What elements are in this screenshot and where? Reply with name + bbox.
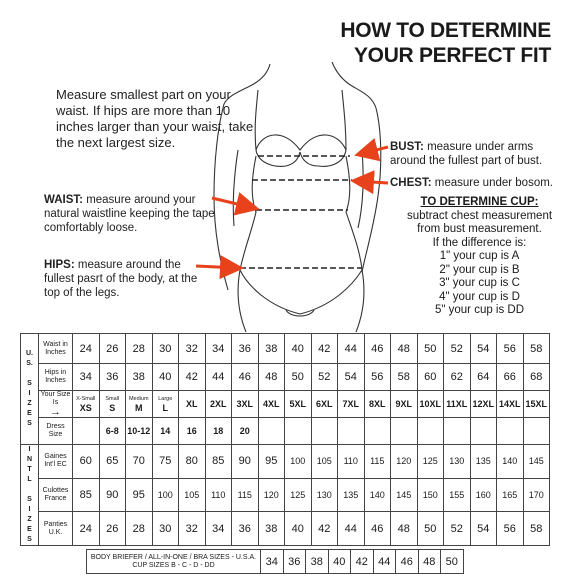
table-cell: 38 [258,334,285,364]
table-cell: 7XL [338,391,365,418]
table-cell: 28 [126,334,153,364]
table-cell: 100 [152,478,179,512]
table-cell: 10-12 [126,418,153,445]
table-cell: 135 [470,445,497,479]
table-cell: 52 [311,364,338,391]
table-cell: 8XL [364,391,391,418]
table-cell [391,418,418,445]
table-cell: 26 [99,512,126,546]
table-cell: 105 [179,478,206,512]
row-label: Culottes France [39,478,73,512]
measure-lines [240,156,362,268]
table-cell: 34 [261,550,284,574]
table-cell: 170 [523,478,550,512]
table-cell: 56 [364,364,391,391]
table-row-bra [87,550,464,574]
table-cell: 44 [373,550,396,574]
table-cell: 130 [311,478,338,512]
table-cell: 52 [444,334,471,364]
table-cell: 80 [179,445,206,479]
table-cell [470,418,497,445]
table-cell: 145 [523,445,550,479]
table-cell: 66 [497,364,524,391]
table-cell: 15XL [523,391,550,418]
intro-text: Measure smallest part on your waist. If hips are more than 10 inches larger than your waist, take the next largest size. [56,87,254,150]
table-cell: 60 [417,364,444,391]
table-cell: 105 [311,445,338,479]
table-cell: 70 [126,445,153,479]
table-cell [99,391,126,418]
table-cell: 14XL [497,391,524,418]
size-code: M [135,402,143,413]
table-cell: 44 [338,334,365,364]
row-label: Gaines Int'l EC [39,445,73,479]
cup-line: 5" your cup is DD [434,304,525,316]
table-cell: 14 [152,418,179,445]
arrow-right-icon: → [50,406,61,418]
table-cell: 52 [444,512,471,546]
table-cell: 58 [391,364,418,391]
table-cell: 56 [497,334,524,364]
table-cell: 36 [232,334,259,364]
table-cell: 85 [73,478,100,512]
table-cell: 46 [232,364,259,391]
table-cell: 32 [179,512,206,546]
table-cell: 130 [444,445,471,479]
row-label: Waist in Inches [39,334,73,364]
size-sublabel: Small [105,395,120,402]
chest-arrow [356,181,388,183]
table-cell: 125 [417,445,444,479]
table-cell: 4XL [258,391,285,418]
table-cell: 150 [417,478,444,512]
table-cell: 115 [364,445,391,479]
table-cell [497,418,524,445]
cup-line: 4" your cup is D [439,290,520,303]
table-row-gaines [21,445,550,479]
table-cell: 85 [205,445,232,479]
table-cell: 100 [285,445,312,479]
table-cell: 40 [285,512,312,546]
waist-text: measure around your natural waistline keeping the tape comfortably loose. [44,194,215,234]
table-cell: 2XL [205,391,232,418]
table-cell: 34 [73,364,100,391]
table-cell [311,418,338,445]
title-line-2: YOUR PERFECT FIT [353,44,551,67]
table-cell: 46 [364,512,391,546]
cup-line: 1" your cup is A [439,250,520,262]
table-cell: 120 [258,478,285,512]
hips-label: HIPS: [44,259,75,271]
table-cell [258,418,285,445]
bra-size-label [87,550,261,574]
table-cell: 44 [338,512,365,546]
size-sublabel: Medium [128,395,149,402]
size-code: XS [79,402,92,413]
table-cell: 30 [152,512,179,546]
group-label-intl: I N T L S I Z E S [21,445,39,546]
size-sublabel: X-Small [76,395,96,402]
size-chart-table [20,333,550,546]
table-cell [444,418,471,445]
table-cell: 115 [232,478,259,512]
bust-label: BUST: [390,141,424,153]
bust-arrow [360,147,388,154]
table-cell: 3XL [232,391,259,418]
cup-line: subtract chest measurement [406,209,553,222]
table-cell [73,391,100,418]
table-cell [523,418,550,445]
table-cell: 46 [364,334,391,364]
table-cell: 48 [418,550,441,574]
table-cell: 62 [444,364,471,391]
table-cell: 65 [99,445,126,479]
table-cell: 58 [523,334,550,364]
table-cell: 48 [391,334,418,364]
table-cell: 58 [523,512,550,546]
table-cell: 18 [205,418,232,445]
table-cell: 54 [470,512,497,546]
table-cell: 95 [126,478,153,512]
bra-label-line-1: BODY BRIEFER / ALL-IN-ONE / BRA SIZES - U.S.A. [90,553,257,561]
table-cell [364,418,391,445]
row-label-your-size [39,391,73,418]
cup-heading: TO DETERMINE CUP: [420,196,539,208]
table-cell: 50 [417,334,444,364]
table-cell: 30 [152,334,179,364]
table-cell: 50 [285,364,312,391]
table-cell: 110 [205,478,232,512]
table-cell: 6XL [311,391,338,418]
table-cell: 54 [338,364,365,391]
table-cell: 60 [73,445,100,479]
table-cell: 50 [441,550,464,574]
table-cell: 20 [232,418,259,445]
table-cell: 36 [99,364,126,391]
table-cell: 36 [232,512,259,546]
table-cell: 48 [391,512,418,546]
waist-label: WAIST: [44,194,83,206]
table-cell: 46 [396,550,419,574]
table-cell: 38 [126,364,153,391]
bust-text: measure under arms around the fullest part of bust. [390,141,543,167]
table-row-waist [21,334,550,364]
title-line-1: HOW TO DETERMINE [340,19,551,42]
table-cell: 40 [285,334,312,364]
table-cell [417,418,444,445]
hips-text: measure around the fullest pasrt of the body, at the top of the legs. [44,259,198,299]
table-cell: 9XL [391,391,418,418]
table-cell: 34 [205,512,232,546]
table-cell: 68 [523,364,550,391]
table-cell: 54 [470,334,497,364]
table-cell: 135 [338,478,365,512]
table-cell: XL [179,391,206,418]
table-row-hips [21,364,550,391]
table-cell: 16 [179,418,206,445]
table-cell: 140 [497,445,524,479]
bra-size-table [86,549,464,574]
table-cell: 38 [306,550,329,574]
table-cell: 40 [328,550,351,574]
row-label: Dress Size [39,418,73,445]
table-cell [285,418,312,445]
table-cell: 34 [205,334,232,364]
group-label-us: U. S. S I Z E S [21,334,39,445]
table-row-panties [21,512,550,546]
hips-arrow [196,266,238,268]
table-row-culottes [21,478,550,512]
table-cell: 110 [338,445,365,479]
bra-label-line-2: CUP SIZES B - C - D - DD [132,561,215,569]
table-cell: 26 [99,334,126,364]
table-cell: 75 [152,445,179,479]
table-cell: 50 [417,512,444,546]
table-cell: 10XL [417,391,444,418]
table-row-dress [21,418,550,445]
table-row-your-size [21,391,550,418]
table-cell: 64 [470,364,497,391]
table-cell: 5XL [285,391,312,418]
table-cell: 32 [179,334,206,364]
table-cell: 160 [470,478,497,512]
cup-line: 3" your cup is C [439,277,520,289]
table-cell: 56 [497,512,524,546]
table-cell: 12XL [470,391,497,418]
table-cell: 145 [391,478,418,512]
cup-line: from bust measurement. [417,223,542,235]
table-cell [126,391,153,418]
table-cell: 155 [444,478,471,512]
table-cell: 24 [73,512,100,546]
chest-text: measure under bosom. [434,177,553,189]
table-cell: 44 [205,364,232,391]
table-cell: 28 [126,512,153,546]
table-cell: 11XL [444,391,471,418]
table-cell: 90 [99,478,126,512]
table-cell: 120 [391,445,418,479]
table-cell: 95 [258,445,285,479]
table-cell: 42 [311,512,338,546]
row-label: Your Size Is [40,391,71,406]
table-cell: 36 [283,550,306,574]
table-cell: 165 [497,478,524,512]
size-sublabel: Large [158,395,173,402]
pointer-arrows [196,147,388,268]
table-cell: 42 [351,550,374,574]
row-label: Hips in Inches [39,364,73,391]
table-cell [152,391,179,418]
size-code: L [162,402,168,413]
table-cell: 42 [179,364,206,391]
cup-line: If the difference is: [432,236,527,249]
chest-label: CHEST: [390,177,432,189]
table-cell: 90 [232,445,259,479]
table-cell [338,418,365,445]
table-cell: 24 [73,334,100,364]
size-code: S [109,402,116,413]
table-cell: 42 [311,334,338,364]
table-cell: 38 [258,512,285,546]
table-cell: 6-8 [99,418,126,445]
row-label: Panties U.K. [39,512,73,546]
table-cell: 40 [152,364,179,391]
table-cell: 125 [285,478,312,512]
table-cell: 48 [258,364,285,391]
figure-outline [214,62,381,332]
table-cell [73,418,100,445]
cup-line: 2" your cup is B [439,263,520,276]
table-cell: 140 [364,478,391,512]
